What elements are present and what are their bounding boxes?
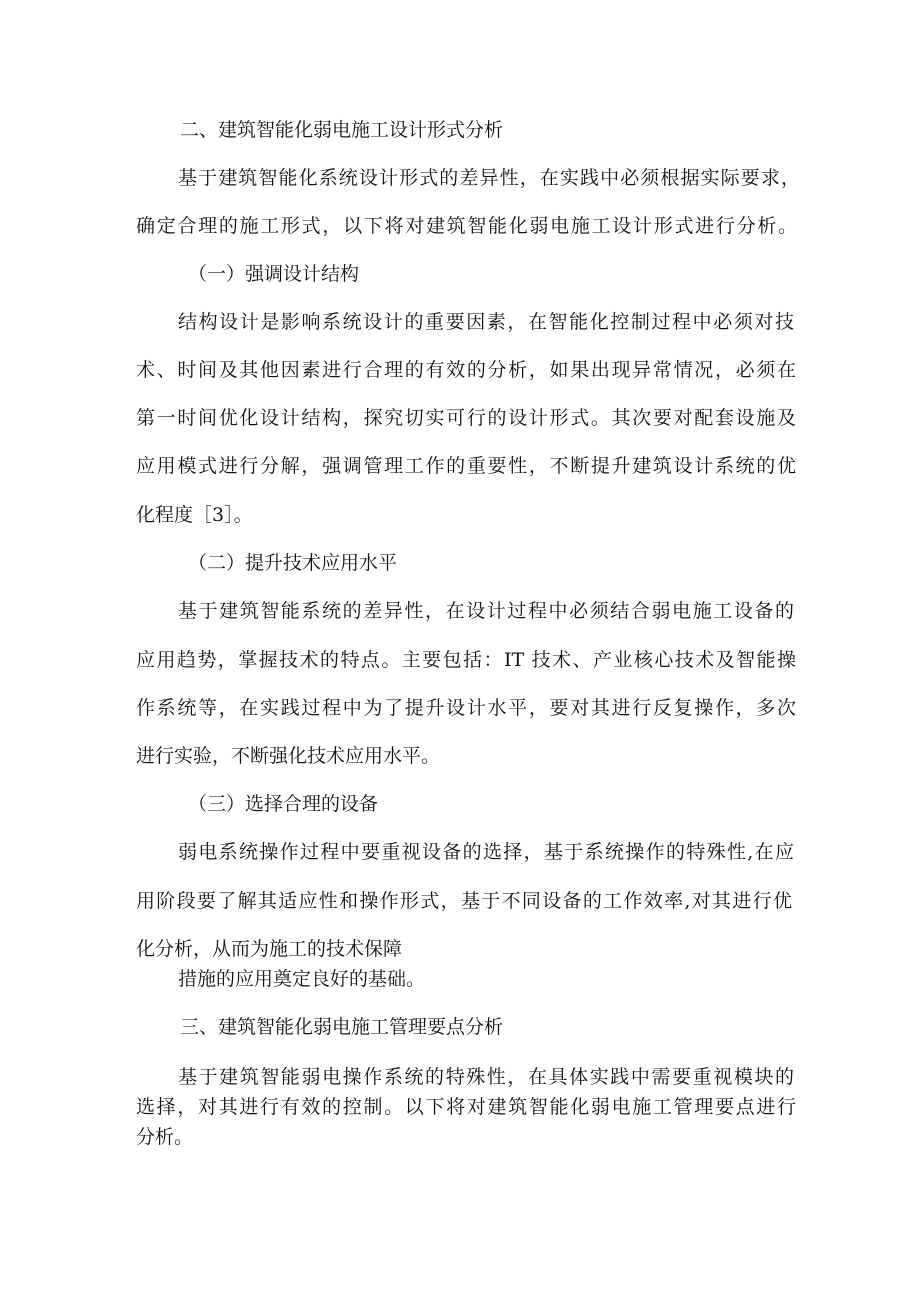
paragraph-line: 分析。	[136, 1126, 194, 1148]
paragraph-line: 确定合理的施工形式，以下将对建筑智能化弱电施工设计形式进行分析。	[136, 215, 797, 237]
paragraph-line: 措施的应用奠定良好的基础。	[178, 968, 426, 990]
paragraph-line: 基于建筑智能系统的差异性，在设计过程中必须结合弱电施工设备的	[178, 600, 794, 622]
paragraph-line: 作系统等，在实践过程中为了提升设计水平，要对其进行反复操作，多次	[136, 697, 796, 719]
paragraph-line: 基于建筑智能化系统设计形式的差异性，在实践中必须根据实际要求，	[178, 167, 800, 189]
paragraph-line: 应用模式进行分解，强调管理工作的重要性，不断提升建筑设计系统的优	[136, 455, 796, 477]
paragraph-line: 基于建筑智能弱电操作系统的特殊性，在具体实践中需要重视模块的	[178, 1066, 794, 1088]
subsection-heading-1: （一）强调设计结构	[188, 263, 360, 285]
section-heading-2: 二、建筑智能化弱电施工设计形式分析	[180, 119, 504, 141]
paragraph-line: 第一时间优化设计结构，探究切实可行的设计形式。其次要对配套设施及	[136, 407, 796, 429]
paragraph-line: 应用趋势，掌握技术的特点。主要包括：IT 技术、产业核心技术及智能操	[136, 649, 796, 671]
subsection-heading-3: （三）选择合理的设备	[188, 793, 379, 815]
subsection-heading-2: （二）提升技术应用水平	[188, 552, 398, 574]
paragraph-line: 用阶段要了解其适应性和操作形式，基于不同设备的工作效率,对其进行优	[136, 890, 792, 912]
paragraph-line: 结构设计是影响系统设计的重要因素，在智能化控制过程中必须对技	[178, 311, 794, 333]
paragraph-line: 选择，对其进行有效的控制。以下将对建筑智能化弱电施工管理要点进行	[136, 1096, 796, 1118]
paragraph-line: 弱电系统操作过程中要重视设备的选择，基于系统操作的特殊性,在应	[178, 841, 794, 863]
paragraph-line: 术、时间及其他因素进行合理的有效的分析，如果出现异常情况，必须在	[136, 359, 796, 381]
section-heading-3: 三、建筑智能化弱电施工管理要点分析	[180, 1016, 504, 1038]
paragraph-line: 化程度［3］。	[136, 504, 253, 526]
paragraph-line: 进行实验，不断强化技术应用水平。	[136, 745, 441, 767]
paragraph-line: 化分析，从而为施工的技术保障	[136, 938, 403, 960]
